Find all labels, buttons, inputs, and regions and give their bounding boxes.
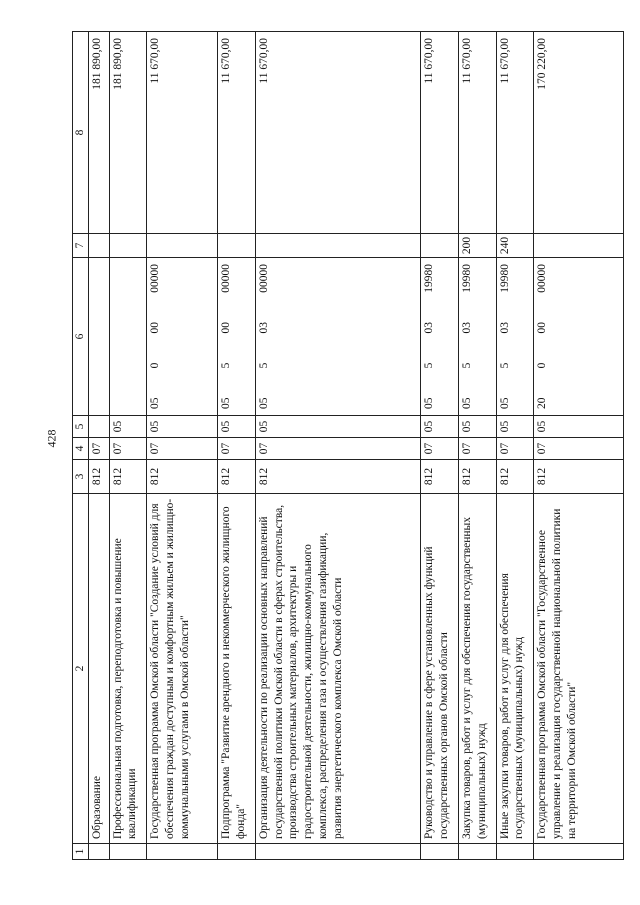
column-header-2: 2 <box>73 494 89 844</box>
row-target-article-cell <box>109 258 147 416</box>
target-activity-code: 03 <box>460 321 473 334</box>
target-subprogram-code: 5 <box>220 362 233 369</box>
target-direction-code: 19980 <box>460 264 473 293</box>
budget-table-sheet <box>72 32 624 860</box>
target-program-code: 05 <box>149 397 162 409</box>
column-header-3: 3 <box>73 460 89 494</box>
row-subsection-cell: 05 <box>256 416 421 438</box>
target-program-code: 05 <box>220 397 233 409</box>
row-index-cell <box>458 844 496 860</box>
row-amount-cell: 181 890,00 <box>109 32 147 234</box>
table-row <box>458 32 496 860</box>
table-row <box>89 32 110 860</box>
row-expense-type-cell <box>147 234 218 258</box>
row-subsection-cell: 05 <box>534 416 624 438</box>
row-name-cell: Образование <box>89 494 110 844</box>
row-subsection-cell: 05 <box>109 416 147 438</box>
budget-table <box>72 31 624 860</box>
row-admin-code-cell: 812 <box>147 460 218 494</box>
row-index-cell <box>147 844 218 860</box>
row-admin-code-cell: 812 <box>109 460 147 494</box>
column-header-6: 6 <box>73 258 89 416</box>
row-section-cell: 07 <box>256 438 421 460</box>
target-activity-code: 03 <box>258 321 270 334</box>
row-section-cell: 07 <box>89 438 110 460</box>
row-name-cell: Государственная программа Омской области "Создание условий для обеспечения граждан доступным и комфортным жильем и жилищно-коммунальными услугами в Омской области" <box>147 494 218 844</box>
column-header-1: 1 <box>73 844 89 860</box>
row-section-cell: 07 <box>218 438 256 460</box>
row-name-cell: Подпрограмма "Развитие арендного и некоммерческого жилищного фонда" <box>218 494 256 844</box>
target-subprogram-code: 0 <box>536 362 549 369</box>
target-activity-code: 00 <box>149 321 162 334</box>
row-target-article-cell <box>89 258 110 416</box>
target-subprogram-code: 0 <box>149 362 162 369</box>
row-target-article-cell <box>496 258 534 416</box>
row-expense-type-cell <box>534 234 624 258</box>
row-section-cell: 07 <box>421 438 459 460</box>
row-target-article-cell <box>147 258 218 416</box>
target-activity-code: 00 <box>220 321 233 334</box>
row-subsection-cell: 05 <box>218 416 256 438</box>
row-admin-code-cell: 812 <box>458 460 496 494</box>
row-amount-cell: 181 890,00 <box>89 32 110 234</box>
row-index-cell <box>109 844 147 860</box>
column-header-4: 4 <box>73 438 89 460</box>
row-name-cell: Государственная программа Омской области "Государственное управление и реализация государственной национальной политики на территории Омской области" <box>534 494 624 844</box>
table-row <box>256 32 421 860</box>
row-index-cell <box>218 844 256 860</box>
row-amount-cell: 11 670,00 <box>256 32 421 234</box>
row-expense-type-cell <box>89 234 110 258</box>
row-section-cell: 07 <box>458 438 496 460</box>
row-amount-cell: 170 220,00 <box>534 32 624 234</box>
target-direction-code: 19980 <box>498 264 511 293</box>
row-index-cell <box>496 844 534 860</box>
target-program-code: 05 <box>498 397 511 409</box>
row-target-article-cell <box>256 258 421 416</box>
table-row <box>218 32 256 860</box>
row-expense-type-cell <box>421 234 459 258</box>
row-admin-code-cell: 812 <box>89 460 110 494</box>
row-section-cell: 07 <box>496 438 534 460</box>
table-row <box>421 32 459 860</box>
row-admin-code-cell: 812 <box>534 460 624 494</box>
target-program-code: 20 <box>536 397 549 409</box>
row-target-article-cell <box>534 258 624 416</box>
row-amount-cell: 11 670,00 <box>147 32 218 234</box>
row-expense-type-cell <box>256 234 421 258</box>
target-activity-code: 03 <box>498 321 511 334</box>
target-activity-code: 03 <box>423 321 436 334</box>
target-direction-code: 00000 <box>536 264 549 293</box>
target-activity-code: 00 <box>536 321 549 334</box>
row-amount-cell: 11 670,00 <box>218 32 256 234</box>
row-index-cell <box>89 844 110 860</box>
row-target-article-cell <box>458 258 496 416</box>
row-subsection-cell: 05 <box>147 416 218 438</box>
row-name-cell: Профессиональная подготовка, переподготовка и повышение квалификации <box>109 494 147 844</box>
target-program-code: 05 <box>423 397 436 409</box>
row-name-cell: Иные закупки товаров, работ и услуг для обеспечения государственных (муниципальных) нужд <box>496 494 534 844</box>
row-section-cell: 07 <box>109 438 147 460</box>
target-program-code: 05 <box>460 397 473 409</box>
column-header-8: 8 <box>73 32 89 234</box>
row-expense-type-cell <box>109 234 147 258</box>
row-subsection-cell: 05 <box>496 416 534 438</box>
row-index-cell <box>421 844 459 860</box>
row-amount-cell: 11 670,00 <box>458 32 496 234</box>
column-header-7: 7 <box>73 234 89 258</box>
row-index-cell <box>256 844 421 860</box>
page-number: 428 <box>44 429 59 448</box>
row-expense-type-cell: 200 <box>458 234 496 258</box>
row-expense-type-cell <box>218 234 256 258</box>
row-expense-type-cell: 240 <box>496 234 534 258</box>
row-admin-code-cell: 812 <box>421 460 459 494</box>
row-target-article-cell <box>421 258 459 416</box>
row-subsection-cell: 05 <box>421 416 459 438</box>
target-subprogram-code: 5 <box>258 362 270 369</box>
target-subprogram-code: 5 <box>423 362 436 369</box>
table-row <box>496 32 534 860</box>
row-name-cell: Руководство и управление в сфере установленных функций государственных органов Омской области <box>421 494 459 844</box>
target-direction-code: 00000 <box>220 264 233 293</box>
row-admin-code-cell: 812 <box>496 460 534 494</box>
target-program-code: 05 <box>258 397 270 409</box>
table-row <box>534 32 624 860</box>
row-amount-cell: 11 670,00 <box>496 32 534 234</box>
target-direction-code: 00000 <box>149 264 162 293</box>
table-row <box>109 32 147 860</box>
row-section-cell: 07 <box>147 438 218 460</box>
header-row <box>73 32 89 860</box>
row-subsection-cell: 05 <box>458 416 496 438</box>
target-subprogram-code: 5 <box>460 362 473 369</box>
row-admin-code-cell: 812 <box>218 460 256 494</box>
table-row <box>147 32 218 860</box>
row-name-cell: Организация деятельности по реализации основных направлений государственной политики Омской области в сферах строительства, производства строительных материалов, архитектуры и градостроительной деятельности, жилищно-коммунального комплекса, распределения газа и осуществления газификации, развития энергетического комплекса Омской области <box>256 494 421 844</box>
row-admin-code-cell: 812 <box>256 460 421 494</box>
row-target-article-cell <box>218 258 256 416</box>
row-subsection-cell <box>89 416 110 438</box>
target-direction-code: 00000 <box>258 264 270 293</box>
row-name-cell: Закупка товаров, работ и услуг для обеспечения государственных (муниципальных) нужд <box>458 494 496 844</box>
target-subprogram-code: 5 <box>498 362 511 369</box>
target-direction-code: 19980 <box>423 264 436 293</box>
row-section-cell: 07 <box>534 438 624 460</box>
row-index-cell <box>534 844 624 860</box>
row-amount-cell: 11 670,00 <box>421 32 459 234</box>
column-header-5: 5 <box>73 416 89 438</box>
